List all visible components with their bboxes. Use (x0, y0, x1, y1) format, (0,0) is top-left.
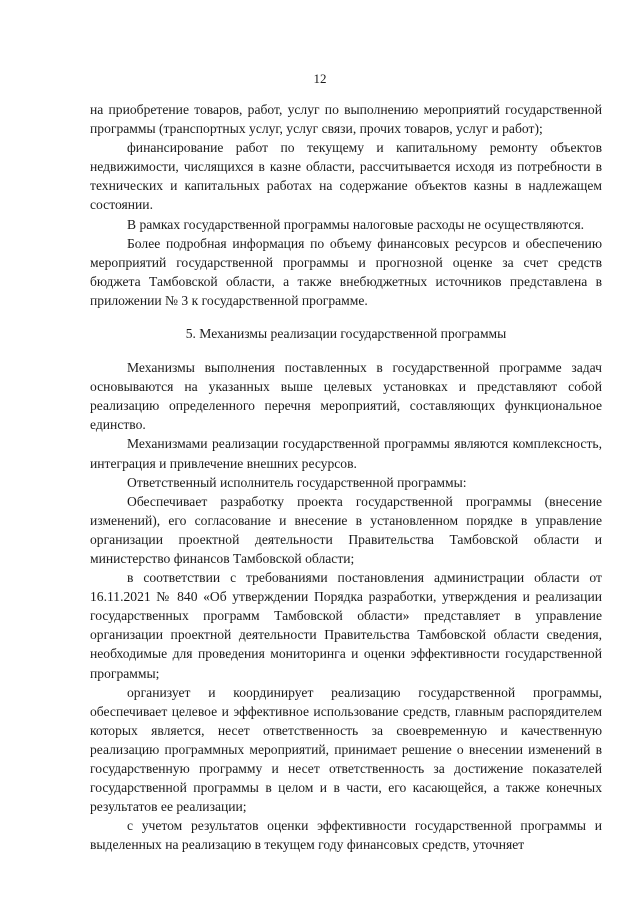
document-body (90, 100, 602, 854)
paragraph: Механизмами реализации государственной программы являются комплексность, интеграция и привлечение внешних ресурсов. (90, 436, 602, 471)
paragraph: В рамках государственной программы налоговые расходы не осуществляются. (127, 216, 585, 232)
paragraph: в соответствии с требованиями постановления администрации области от 16.11.2021 № 840 «Об утверждении Порядка разработки, утверждения и реализации государственных программ Тамбовской области» представляет в управление организации проектной деятельности Правительства Тамбовской области сведения, необходимые для проведения мониторинга и оценки эффективности государственной программы; (90, 570, 602, 681)
paragraph: Ответственный исполнитель государственной программы: (127, 474, 467, 490)
paragraph: Механизмы выполнения поставленных в государственной программе задач основываются на указанных выше целевых установках и представляют собой реализацию определенного перечня мероприятий, составляющих функциональное единство. (90, 360, 602, 433)
paragraph: финансирование работ по текущему и капитальному ремонту объектов недвижимости, числящихся в казне области, рассчитывается исходя из потребности в технических и капитальных работах на содержание объектов казны в надлежащем состоянии. (90, 140, 602, 213)
paragraph: на приобретение товаров, работ, услуг по выполнению мероприятий государственной программы (транспортных услуг, услуг связи, прочих товаров, услуг и работ); (90, 102, 602, 137)
paragraph: организует и координирует реализацию государственной программы, обеспечивает целевое и эффективное использование средств, главным распорядителем которых является, несет ответственность за своевременную и качественную реализацию программных мероприятий, принимает решение о внесении изменений в государственную программу и несет ответственность за достижение показателей государственной программы в целом и в части, его касающейся, а также конечных результатов ее реализации; (90, 684, 602, 815)
page-number: 12 (313, 71, 327, 86)
paragraph: Более подробная информация по объему финансовых ресурсов и обеспечению мероприятий государственной программы и прогнозной оценке за счет средств бюджета Тамбовской области, а также внебюджетных источников представлена в приложении № 3 к государственной программе. (90, 235, 602, 308)
paragraph: Обеспечивает разработку проекта государственной программы (внесение изменений), его согласование и внесение в установленном порядке в управление организации проектной деятельности Правительства Тамбовской области и министерство финансов Тамбовской области; (90, 493, 602, 566)
section-heading: 5. Механизмы реализации государственной программы (185, 326, 507, 342)
paragraph: с учетом результатов оценки эффективности государственной программы и выделенных на реализацию в текущем году финансовых средств, уточняет (90, 818, 602, 853)
